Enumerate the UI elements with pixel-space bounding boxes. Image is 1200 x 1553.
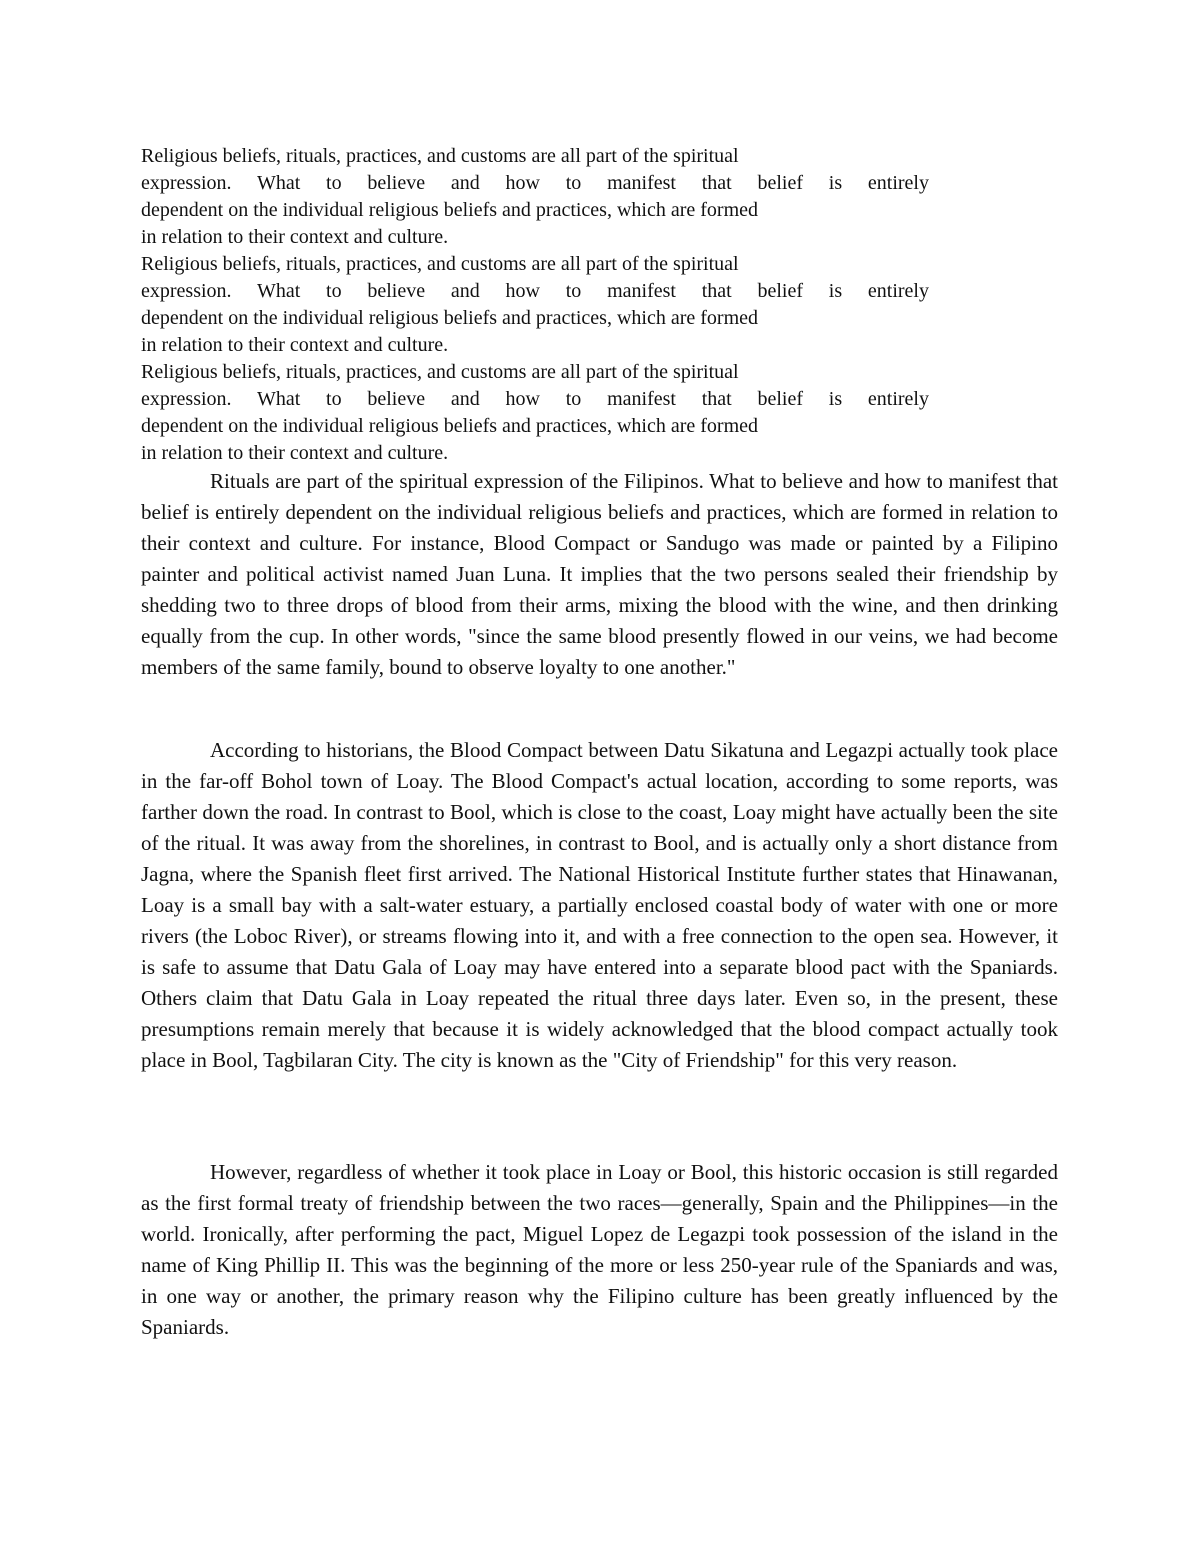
text-line: expression. What to believe and how to manifest that belief is entirely: [141, 172, 929, 194]
paragraph-rituals: Rituals are part of the spiritual expression of the Filipinos. What to believe and how to manifest that belief is entirely dependent on the individual religious beliefs and practices, which are formed in relation to their context and culture. For instance, Blood Compact or Sandugo was made or painted by a Filipino painter and political activist named Juan Luna. It implies that the two persons sealed their friendship by shedding two to three drops of blood from their arms, mixing the blood with the wine, and then drinking equally from the cup. In other words, "since the same blood presently flowed in our veins, we had become members of the same family, bound to observe loyalty to one another.": [141, 469, 1058, 679]
repeated-text-block: [141, 359, 929, 467]
text-line: Religious beliefs, rituals, practices, and customs are all part of the spiritual: [141, 145, 739, 167]
text-line: in relation to their context and culture.: [141, 226, 449, 248]
paragraph-treaty: However, regardless of whether it took place in Loay or Bool, this historic occasion is still regarded as the first formal treaty of friendship between the two races—generally, Spain and the Philippines—in the world. Ironically, after performing the pact, Miguel Lopez de Legazpi took possession of the island in the name of King Phillip II. This was the beginning of the more or less 250-year rule of the Spaniards and was, in one way or another, the primary reason why the Filipino culture has been greatly influenced by the Spaniards.: [141, 1160, 1058, 1339]
text-line: expression. What to believe and how to manifest that belief is entirely: [141, 388, 929, 410]
paragraph-historians: According to historians, the Blood Compact between Datu Sikatuna and Legazpi actually took place in the far-off Bohol town of Loay. The Blood Compact's actual location, according to some reports, was farther down the road. In contrast to Bool, which is close to the coast, Loay might have actually been the site of the ritual. It was away from the shorelines, in contrast to Bool, and is actually only a short distance from Jagna, where the Spanish fleet first arrived. The National Historical Institute further states that Hinawanan, Loay is a small bay with a salt-water estuary, a partially enclosed coastal body of water with one or more rivers (the Loboc River), or streams flowing into it, and with a free connection to the open sea. However, it is safe to assume that Datu Gala of Loay may have entered into a separate blood pact with the Spaniards. Others claim that Datu Gala in Loay repeated the ritual three days later. Even so, in the present, these presumptions remain merely that because it is widely acknowledged that the blood compact actually took place in Bool, Tagbilaran City. The city is known as the "City of Friendship" for this very reason.: [141, 738, 1058, 1072]
text-line: dependent on the individual religious beliefs and practices, which are formed: [141, 307, 759, 329]
text-line: Religious beliefs, rituals, practices, and customs are all part of the spiritual: [141, 253, 739, 275]
text-line: Religious beliefs, rituals, practices, and customs are all part of the spiritual: [141, 361, 739, 383]
text-line: expression. What to believe and how to manifest that belief is entirely: [141, 280, 929, 302]
text-line: in relation to their context and culture.: [141, 442, 449, 464]
repeated-text-block: [141, 251, 929, 359]
text-line: in relation to their context and culture.: [141, 334, 449, 356]
text-line: dependent on the individual religious beliefs and practices, which are formed: [141, 199, 759, 221]
repeated-text-block: [141, 143, 929, 251]
text-line: dependent on the individual religious beliefs and practices, which are formed: [141, 415, 759, 437]
